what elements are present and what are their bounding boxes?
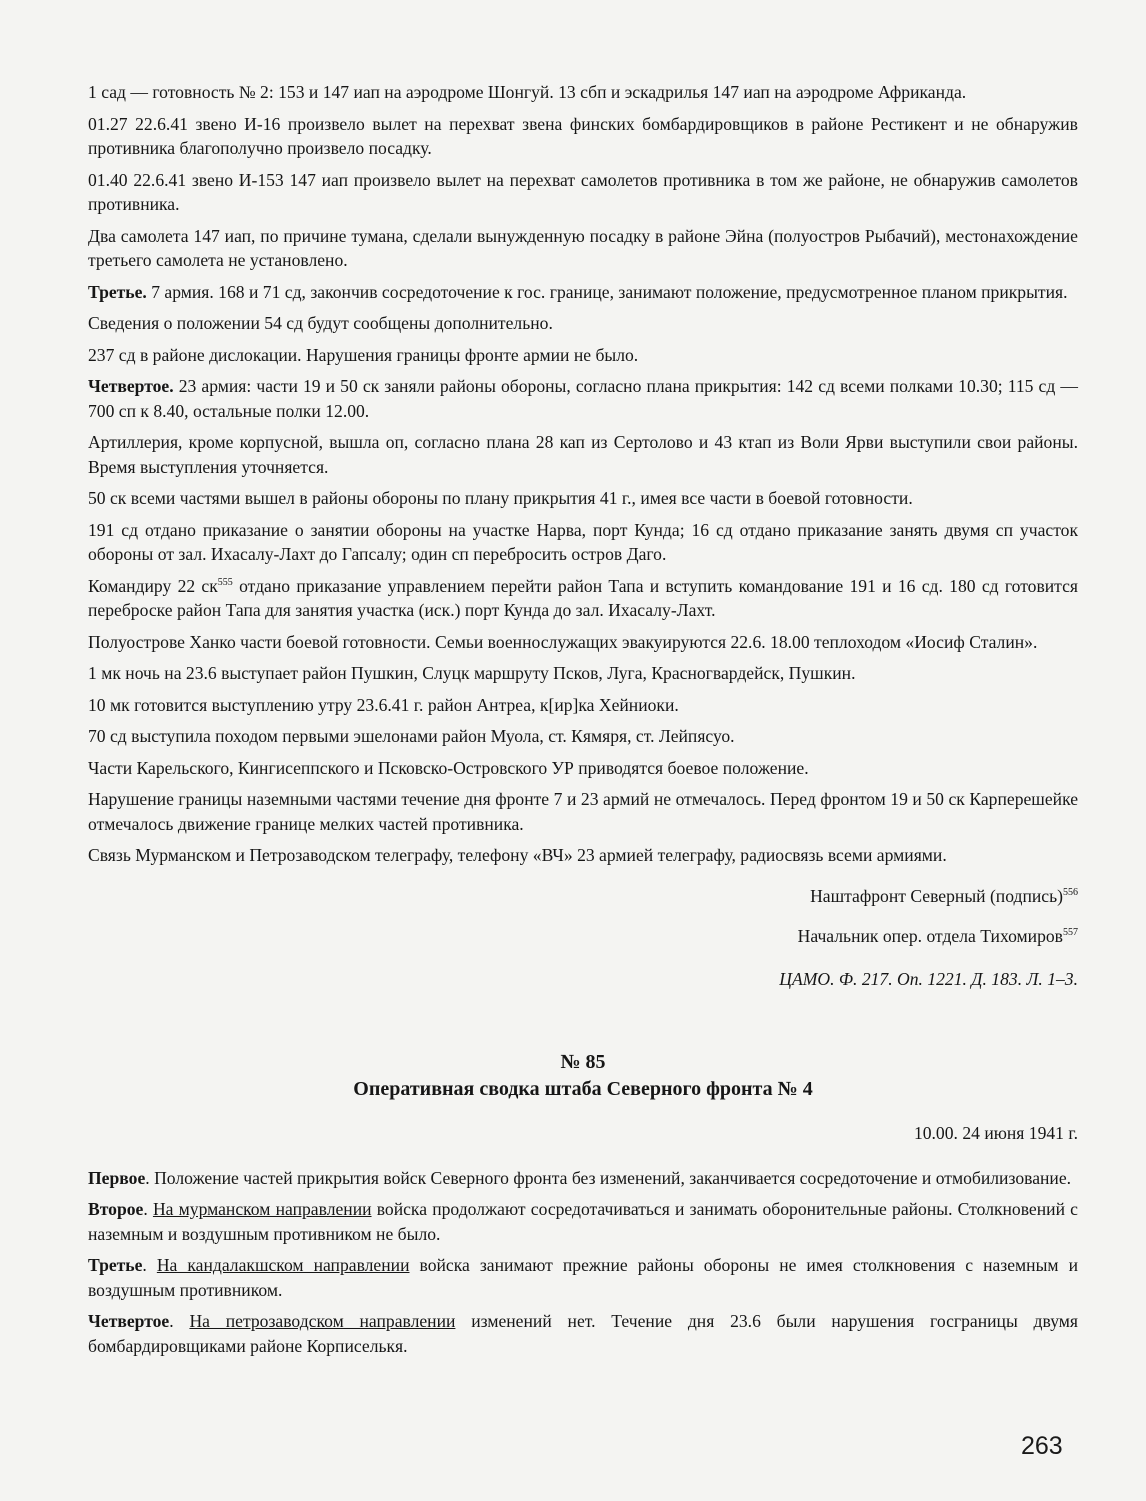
fourth-text: 23 армия: части 19 и 50 ск заняли районы обороны, согласно плана прикрытия: 142 сд всеми полками 10.30; 115 сд — 700 сп к 8.40, остальные полки 12.00.: [88, 376, 1078, 421]
paragraph-70sd: 70 сд выступила походом первыми эшелонами район Муола, ст. Кямяря, ст. Лейпясуо.: [88, 726, 735, 746]
paragraph-third: [88, 280, 1078, 305]
paragraph-ur: Части Карельского, Кингисеппского и Псковско-Островского УР приводятся боевое положение.: [88, 757, 809, 778]
section-label-fourth: Четвертое.: [88, 376, 174, 396]
paragraph-fourth: [88, 374, 1078, 423]
paragraph-border: Нарушение границы наземными частями течение дня фронте 7 и 23 армий не отмечалось. Перед фронтом 19 и 50 ск Карперешейке отмечалось движение границе мелких частей противника.: [88, 789, 1078, 834]
document-date: 10.00. 24 июня 1941 г.: [913, 1123, 1078, 1143]
archive-source: ЦАМО. Ф. 217. Оп. 1221. Д. 183. Л. 1–3.: [779, 968, 1078, 989]
paragraph-i153-flight: 01.40 22.6.41 звено И-153 147 иап произвело вылет на перехват самолетов противника в том же районе, не обнаружив самолетов противника.: [88, 169, 1078, 214]
paragraph-i16-flight: 01.27 22.6.41 звено И-16 произвело вылет на перехват звена финских бомбардировщиков в районе Рестикент и не обнаружив противника благополучно произвело посадку.: [88, 113, 1078, 158]
paragraph-forced-landing: Два самолета 147 иап, по причине тумана, сделали вынужденную посадку в районе Эйна (полуостров Рыбачий), местонахождение третьего самолета не установлено.: [88, 225, 1078, 270]
paragraph-hanko: Полуострове Ханко части боевой готовности. Семьи военнослужащих эвакуируются 22.6. 18.00 теплоходом «Иосиф Сталин».: [88, 631, 1038, 652]
signature-chief-of-staff: Наштафронт Северный (подпись)$^{556}$: [810, 885, 1078, 906]
footnote-ref-555[interactable]: 555: [217, 576, 233, 588]
signature-ops-head: Начальник опер. отдела Тихомиров$^{557}$: [797, 926, 1078, 946]
document-heading: [88, 1049, 1078, 1103]
paragraph-10mk: 10 мк готовится выступлению утру 23.6.41 г. район Антреа, к[ир]ка Хейниоки.: [88, 694, 679, 715]
third-text: 7 армия. 168 и 71 сд, закончив сосредоточение к гос. границе, занимают положение, предусмотренное планом прикрытия.: [146, 281, 1068, 302]
paragraph-191sd: 191 сд отдано приказание о занятии обороны на участке Нарва, порт Кунда; 16 сд отдано приказание занять двумя сп участок обороны от зал. Ихасалу-Лахт до Гапсалу; один сп перебросить остров Даго.: [88, 519, 1078, 564]
footnote-ref-556[interactable]: 556: [1063, 886, 1078, 898]
paragraph-doc85-fourth: Четвертое. На петрозаводском направлении изменений нет. Течение дня 23.6 были нарушения госграницы двумя бомбардировщиками районе Корписелькя.: [88, 1311, 1079, 1356]
section-label-third: Третье.: [88, 281, 147, 302]
paragraph-237sd: 237 сд в районе дислокации. Нарушения границы фронте армии не было.: [88, 344, 639, 365]
paragraph-54sd: Сведения о положении 54 сд будут сообщены дополнительно.: [88, 313, 553, 333]
document-number: № 85: [560, 1051, 606, 1073]
paragraph-artillery: Артиллерия, кроме корпусной, вышла оп, согласно плана 28 кап из Сертолово и 43 ктап из Воли Ярви выступили свои районы. Время выступления уточняется.: [88, 432, 1078, 477]
paragraph-commander: Командиру 22 $ск^{555}$ отдано приказание управлением перейти район Тапа и вступить командование 191 и 16 сд. 180 сд готовится переброске район Тапа для занятия участка (иск.) порт Кунда до зал. Ихасалу-Лахт.: [88, 575, 1078, 620]
paragraph-doc85-third: Третье. На кандалакшском направлении войска занимают прежние районы обороны не имея столкновения с наземным и воздушным противником.: [88, 1255, 1078, 1300]
paragraph-communication: Связь Мурманском и Петрозаводском телеграфу, телефону «ВЧ» 23 армией телеграфу, радиосвязь всеми армиями.: [88, 845, 947, 865]
document-page: [88, 80, 1078, 1365]
paragraph-readiness: 1 сад — готовность № 2: 153 и 147 иап на аэродроме Шонгуй. 13 сбп и эскадрилья 147 иап на аэродроме Африканда.: [88, 82, 967, 102]
paragraph-50sk: 50 ск всеми частями вышел в районы обороны по плану прикрытия 41 г., имея все части в боевой готовности.: [88, 488, 913, 508]
document-title: Оперативная сводка штаба Северного фронта № 4: [353, 1078, 813, 1100]
paragraph-1mk: 1 мк ночь на 23.6 выступает район Пушкин, Слуцк маршруту Псков, Луга, Красногвардейск, Пушкин.: [88, 663, 856, 683]
footnote-ref-557[interactable]: 557: [1063, 927, 1078, 939]
paragraph-doc85-first: Первое. Положение частей прикрытия войск Северного фронта без изменений, заканчивается сосредоточение и отмобилизование.: [88, 1167, 1072, 1188]
paragraph-doc85-second: Второе. На мурманском направлении войска продолжают сосредотачиваться и занимать оборонительные районы. Столкновений с наземным и воздушным противником не было.: [88, 1199, 1078, 1244]
page-number: 263: [1021, 1432, 1063, 1460]
